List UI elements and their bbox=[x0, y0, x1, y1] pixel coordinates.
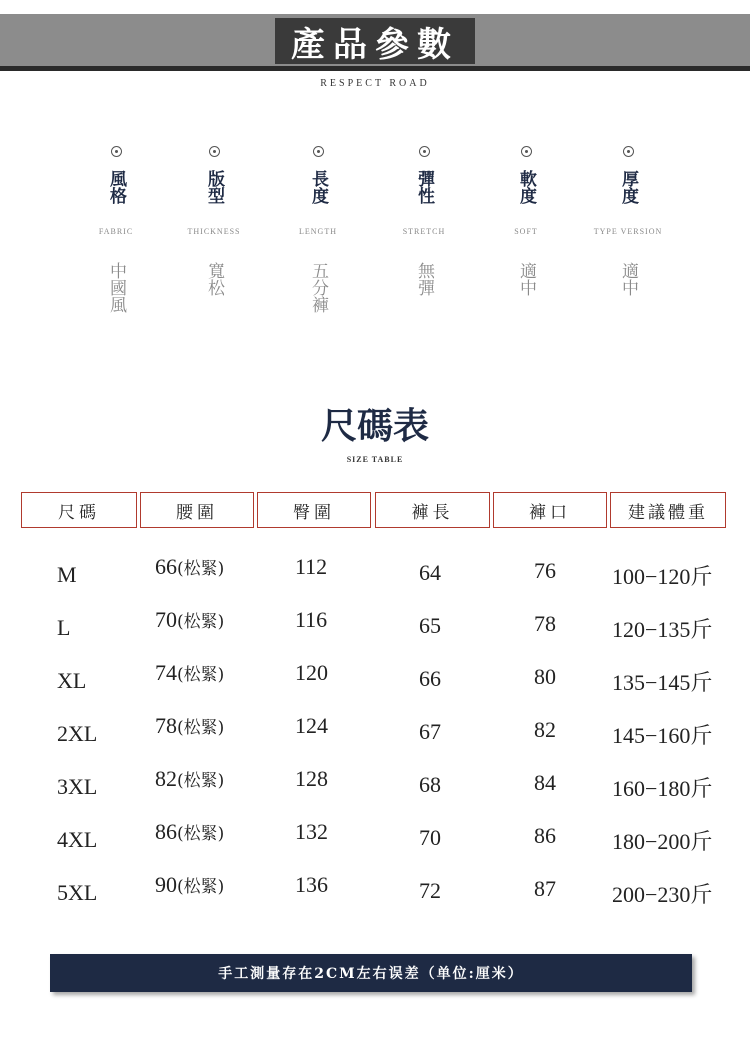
param-stretch bbox=[374, 146, 474, 296]
param-style bbox=[66, 146, 166, 313]
param-en-label: LENGTH bbox=[299, 227, 337, 236]
cell-hip: 120 bbox=[295, 660, 328, 685]
param-en-label: FABRIC bbox=[98, 227, 134, 236]
header-hem: 褲口 bbox=[493, 492, 607, 528]
cell-waist: 74(松緊) bbox=[155, 660, 225, 685]
header-length: 褲長 bbox=[375, 492, 490, 528]
cell-waist: 82(松緊) bbox=[155, 766, 225, 791]
cell-hem: 76 bbox=[534, 558, 556, 583]
param-label: 版型 bbox=[204, 170, 224, 204]
cell-hip: 112 bbox=[295, 554, 328, 579]
target-dot-icon bbox=[209, 146, 220, 157]
cell-waist: 90(松緊) bbox=[155, 872, 225, 897]
cell-size: L bbox=[57, 615, 71, 640]
banner-subtitle: RESPECT ROAD bbox=[320, 78, 430, 89]
cell-length: 65 bbox=[419, 613, 441, 638]
param-label: 長度 bbox=[308, 170, 328, 204]
measurement-note: 手工測量存在2CM左右误差（单位:厘米） bbox=[50, 954, 692, 992]
param-en-label: SOFT bbox=[514, 227, 538, 236]
cell-weight: 120−135斤 bbox=[612, 617, 713, 642]
cell-size: 2XL bbox=[57, 721, 98, 746]
param-label: 厚度 bbox=[618, 170, 638, 204]
cell-hip: 132 bbox=[295, 819, 328, 844]
param-length bbox=[268, 146, 368, 313]
cell-length: 72 bbox=[419, 878, 441, 903]
cell-hem: 84 bbox=[534, 770, 556, 795]
param-fit bbox=[164, 146, 264, 296]
param-value: 適中 bbox=[516, 262, 536, 296]
banner-title-box bbox=[275, 18, 475, 64]
cell-hip: 136 bbox=[295, 872, 328, 897]
cell-length: 68 bbox=[419, 772, 441, 797]
param-en-label: TYPE VERSION bbox=[593, 227, 663, 236]
header-waist: 腰圍 bbox=[140, 492, 254, 528]
page-title: 產品參數 bbox=[291, 24, 459, 65]
cell-size: XL bbox=[57, 668, 87, 693]
header-banner-underline bbox=[0, 66, 750, 71]
target-dot-icon bbox=[521, 146, 532, 157]
cell-hem: 82 bbox=[534, 717, 556, 742]
cell-waist: 78(松緊) bbox=[155, 713, 225, 738]
header-weight: 建議體重 bbox=[610, 492, 726, 528]
cell-size: 4XL bbox=[57, 827, 98, 852]
param-value: 寬松 bbox=[204, 262, 224, 296]
cell-length: 64 bbox=[419, 560, 441, 585]
cell-weight: 180−200斤 bbox=[612, 829, 713, 854]
cell-hip: 124 bbox=[295, 713, 328, 738]
param-value: 適中 bbox=[618, 262, 638, 296]
target-dot-icon bbox=[313, 146, 324, 157]
cell-length: 67 bbox=[419, 719, 441, 744]
cell-weight: 135−145斤 bbox=[612, 670, 713, 695]
param-en-label: STRETCH bbox=[402, 227, 446, 236]
param-value: 中國風 bbox=[106, 262, 126, 313]
cell-weight: 145−160斤 bbox=[612, 723, 713, 748]
target-dot-icon bbox=[623, 146, 634, 157]
size-table-title: 尺碼表 bbox=[320, 405, 429, 447]
param-value: 五分褲 bbox=[308, 262, 328, 313]
cell-hem: 80 bbox=[534, 664, 556, 689]
cell-weight: 200−230斤 bbox=[612, 882, 713, 907]
cell-hem: 86 bbox=[534, 823, 556, 848]
cell-size: M bbox=[57, 562, 77, 587]
cell-weight: 160−180斤 bbox=[612, 776, 713, 801]
cell-length: 66 bbox=[419, 666, 441, 691]
cell-hem: 78 bbox=[534, 611, 556, 636]
header-size: 尺碼 bbox=[21, 492, 137, 528]
cell-size: 3XL bbox=[57, 774, 98, 799]
cell-hip: 116 bbox=[295, 607, 328, 632]
cell-size: 5XL bbox=[57, 880, 98, 905]
cell-waist: 70(松緊) bbox=[155, 607, 225, 632]
cell-weight: 100−120斤 bbox=[612, 564, 713, 589]
size-table-subtitle: SIZE TABLE bbox=[346, 455, 404, 464]
header-hip: 臀圍 bbox=[257, 492, 371, 528]
param-label: 彈性 bbox=[414, 170, 434, 204]
param-label: 風格 bbox=[106, 170, 126, 204]
param-en-label: THICKNESS bbox=[187, 227, 241, 236]
param-thickness bbox=[578, 146, 678, 296]
cell-waist: 66(松緊) bbox=[155, 554, 225, 579]
cell-hem: 87 bbox=[534, 876, 556, 901]
param-value: 無彈 bbox=[414, 262, 434, 296]
param-softness bbox=[476, 146, 576, 296]
cell-hip: 128 bbox=[295, 766, 328, 791]
cell-waist: 86(松緊) bbox=[155, 819, 225, 844]
target-dot-icon bbox=[111, 146, 122, 157]
param-label: 軟度 bbox=[516, 170, 536, 204]
cell-length: 70 bbox=[419, 825, 441, 850]
target-dot-icon bbox=[419, 146, 430, 157]
